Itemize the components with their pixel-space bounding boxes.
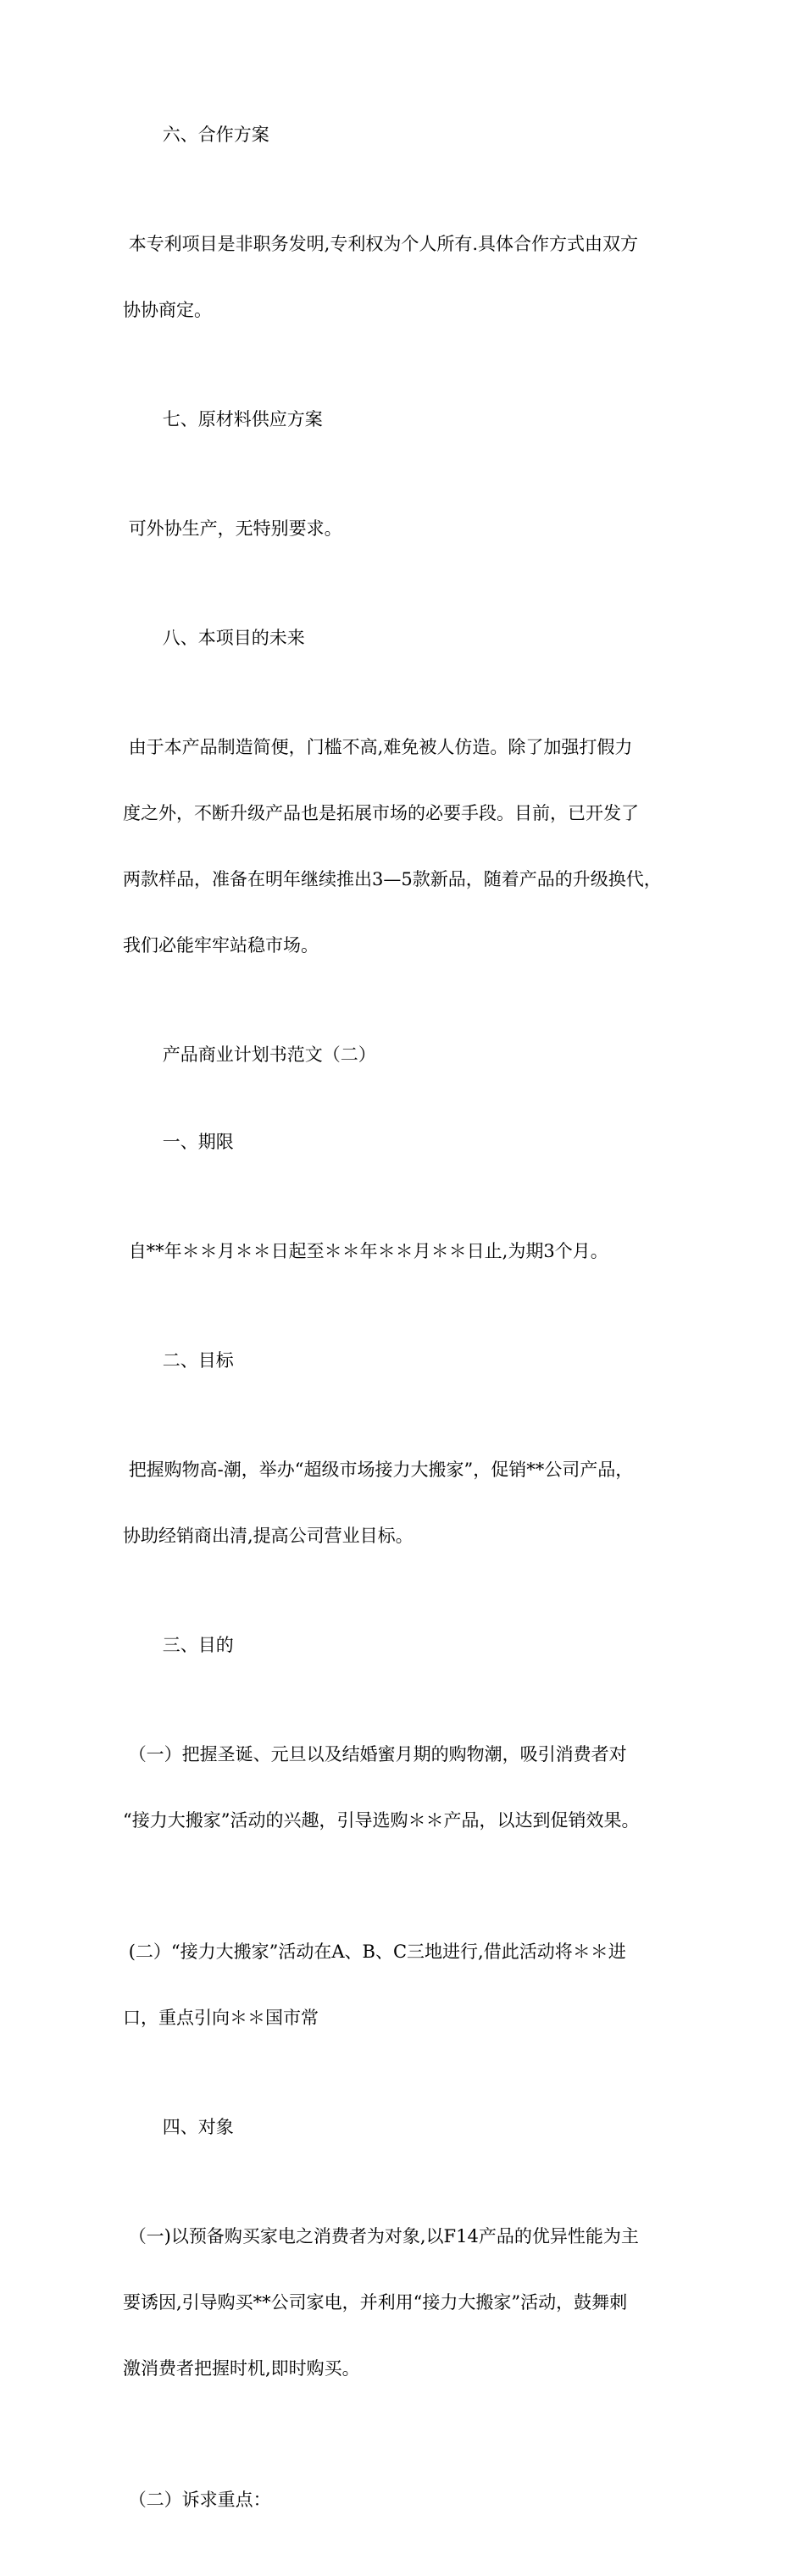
heading-text: 七、原材料供应方案 — [157, 409, 323, 429]
paragraph-cooperation — [123, 189, 691, 365]
paragraph-line: 激消费者把握时机,即时购买。 — [123, 2358, 360, 2379]
document-body — [123, 102, 691, 2576]
paragraph-line: 由于本产品制造简便，门槛不高,难免被人仿造。除了加强打假力 — [123, 737, 633, 757]
document-subtitle — [123, 1022, 691, 1088]
section-heading-purpose — [123, 1612, 691, 1678]
heading-text: 三、目的 — [157, 1635, 234, 1655]
section-heading-cooperation-plan — [123, 102, 691, 168]
heading-text: 产品商业计划书范文（二） — [157, 1044, 376, 1065]
paragraph-future — [123, 692, 691, 1000]
paragraph-line: 度之外，不断升级产品也是拓展市场的必要手段。目前，已开发了 — [123, 803, 639, 823]
section-heading-period — [123, 1109, 691, 1175]
paragraph-line: （一)以预备购买家电之消费者为对象,以F14产品的优异性能为主 — [123, 2226, 639, 2246]
paragraph-materials — [123, 474, 691, 584]
heading-text: 八、本项目的未来 — [157, 628, 305, 648]
heading-text: 二、目标 — [157, 1350, 234, 1371]
paragraph-line: 要诱因,引导购买**公司家电，并利用“接力大搬家”活动，鼓舞刺 — [123, 2292, 628, 2313]
section-heading-target — [123, 2094, 691, 2160]
paragraph-line: 两款样品，准备在明年继续推出3—5款新品，随着产品的升级换代， — [123, 869, 662, 889]
paragraph-line: 把握购物高-潮，举办“超级市场接力大搬家”，促销**公司产品， — [123, 1460, 634, 1480]
paragraph-line: (二）“接力大搬家”活动在A、B、C三地进行,借此活动将＊＊进 — [123, 1942, 626, 1962]
paragraph-line: 口，重点引向＊＊国市常 — [123, 2008, 319, 2028]
paragraph-line: （一）把握圣诞、元旦以及结婚蜜月期的购物潮，吸引消费者对 — [123, 1744, 627, 1764]
paragraph-line: 我们必能牢牢站稳市场。 — [123, 935, 319, 956]
paragraph-target-2 — [123, 2445, 691, 2555]
section-heading-materials-supply — [123, 386, 691, 452]
paragraph-line: 协协商定。 — [123, 300, 212, 320]
paragraph-purpose-1 — [123, 1699, 691, 1875]
paragraph-target-1 — [123, 2181, 691, 2424]
paragraph-purpose-2 — [123, 1897, 691, 2073]
paragraph-line: （二）诉求重点： — [123, 2490, 271, 2510]
heading-text: 一、期限 — [157, 1132, 234, 1152]
paragraph-period — [123, 1196, 691, 1306]
paragraph-line: 本专利项目是非职务发明,专利权为个人所有.具体合作方式由双方 — [123, 234, 639, 254]
paragraph-line: 协助经销商出清,提高公司营业目标。 — [123, 1526, 414, 1546]
paragraph-goal — [123, 1415, 691, 1591]
heading-text: 六、合作方案 — [157, 125, 269, 145]
section-heading-goal — [123, 1327, 691, 1393]
paragraph-line: 可外协生产，无特别要求。 — [123, 518, 342, 539]
section-heading-future — [123, 605, 691, 671]
heading-text: 四、对象 — [157, 2117, 234, 2137]
paragraph-line: “接力大搬家”活动的兴趣，引导选购＊＊产品，以达到促销效果。 — [123, 1810, 640, 1831]
paragraph-line: 自**年＊＊月＊＊日起至＊＊年＊＊月＊＊日止,为期3个月。 — [123, 1241, 608, 1261]
